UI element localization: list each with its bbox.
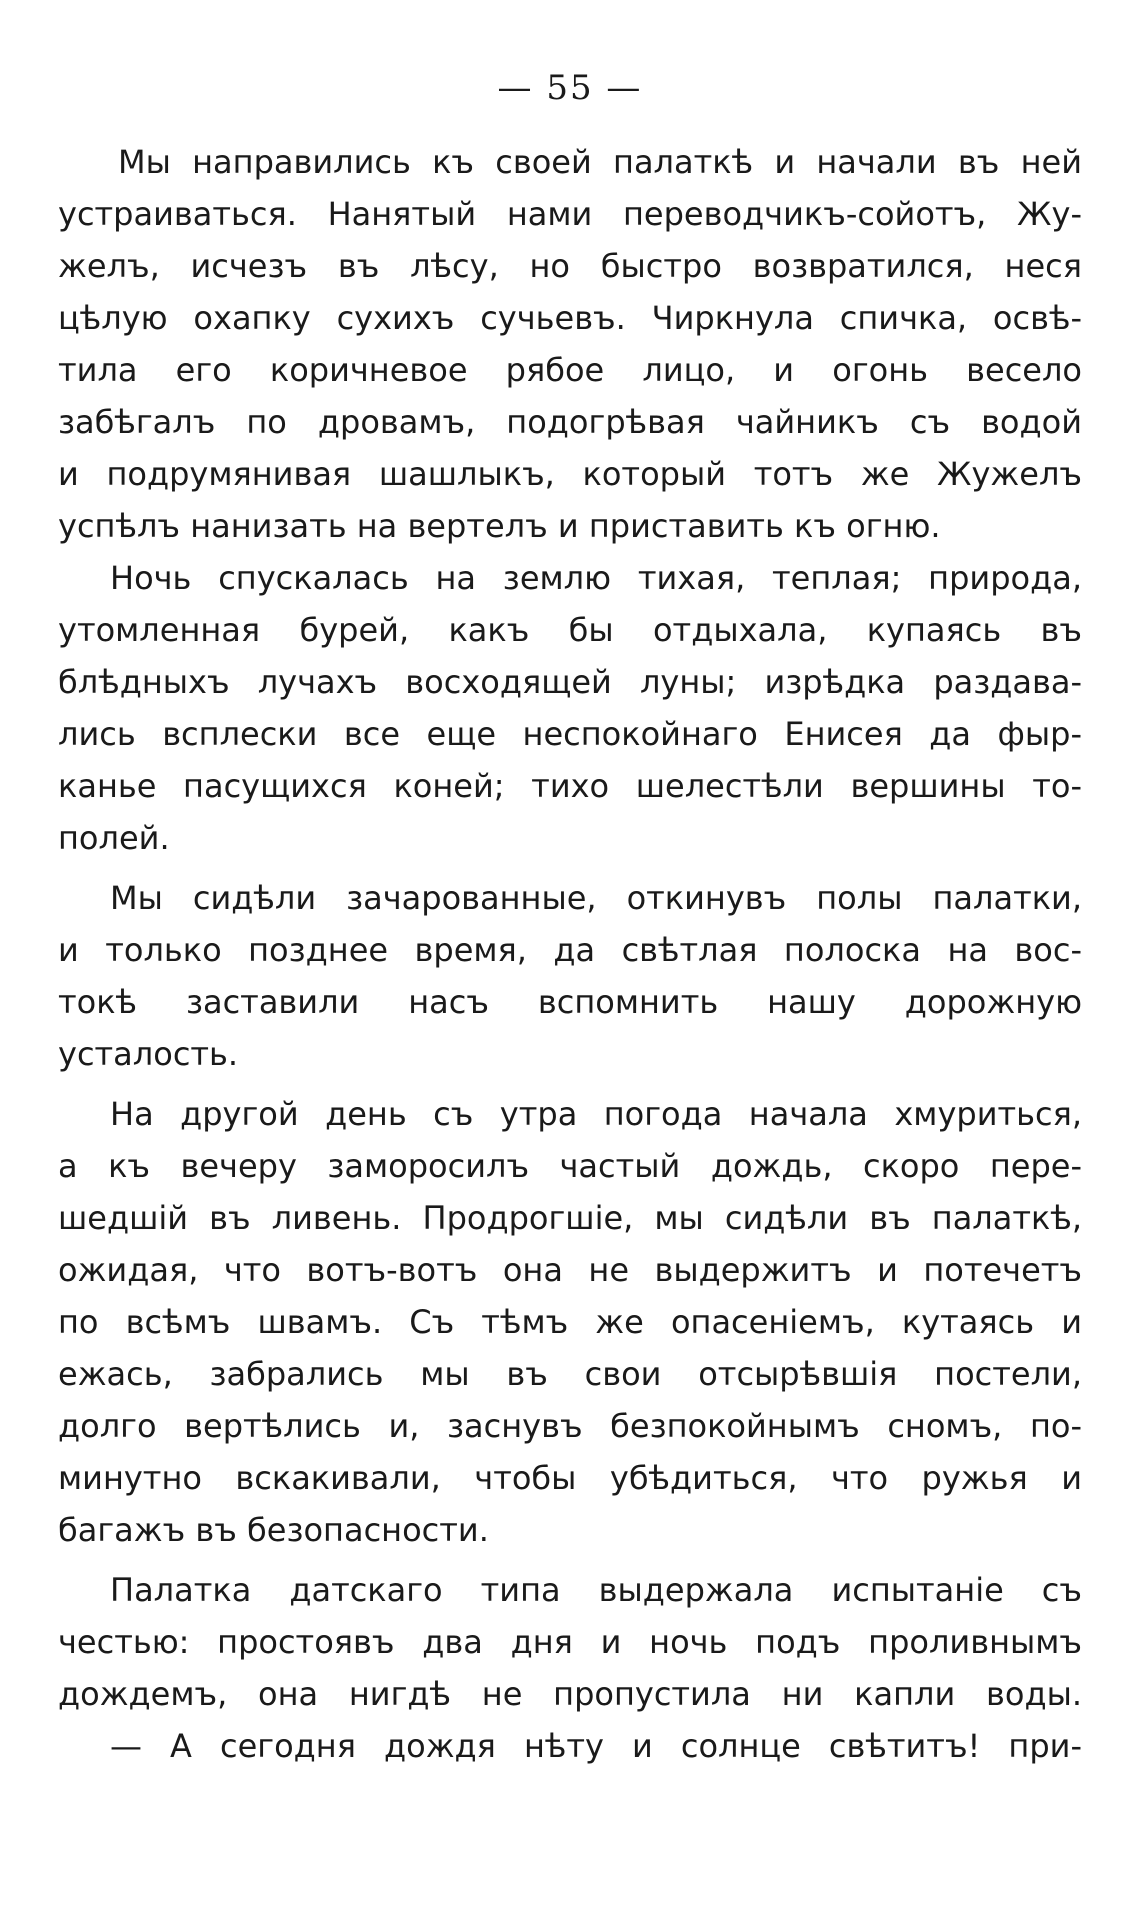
text-line: ежась, забрались мы въ свои отсырѣвшія постели,: [58, 1355, 1082, 1393]
text-line: усталость.: [58, 1035, 239, 1073]
text-line: по всѣмъ швамъ. Съ тѣмъ же опасеніемъ, кутаясь и: [58, 1303, 1082, 1341]
text-line: тила его коричневое рябое лицо, и огонь весело: [58, 351, 1082, 389]
text-line: блѣдныхъ лучахъ восходящей луны; изрѣдка раздава-: [58, 663, 1082, 701]
text-line: минутно вскакивали, чтобы убѣдиться, что ружья и: [58, 1459, 1082, 1497]
text-line: долго вертѣлись и, заснувъ безпокойнымъ сномъ, по-: [58, 1407, 1082, 1445]
paragraph: [58, 1564, 1082, 1720]
text-line: багажъ въ безопасности.: [58, 1511, 489, 1549]
paragraph: [58, 1088, 1082, 1556]
text-line: На другой день съ утра погода начала хмуриться,: [110, 1095, 1082, 1133]
text-line: и подрумянивая шашлыкъ, который тотъ же Жужелъ: [58, 455, 1082, 493]
text-line: дождемъ, она нигдѣ не пропустила ни капли воды.: [58, 1675, 1082, 1713]
text-line: токѣ заставили насъ вспомнить нашу дорожную: [58, 983, 1082, 1021]
text-line: а къ вечеру заморосилъ частый дождь, скоро пере-: [58, 1147, 1082, 1185]
text-line: шедшій въ ливень. Продрогшіе, мы сидѣли въ палаткѣ,: [58, 1199, 1082, 1237]
text-line: утомленная бурей, какъ бы отдыхала, купаясь въ: [58, 611, 1082, 649]
text-line: канье пасущихся коней; тихо шелестѣли вершины то-: [58, 767, 1082, 805]
paragraph-gap: [58, 1556, 1082, 1564]
text-line: цѣлую охапку сухихъ сучьевъ. Чиркнула спичка, освѣ-: [58, 299, 1082, 337]
paragraph-gap: [58, 864, 1082, 872]
text-line: забѣгалъ по дровамъ, подогрѣвая чайникъ съ водой: [58, 403, 1082, 441]
page-number: — 55 —: [497, 68, 643, 108]
text-line: желъ, исчезъ въ лѣсу, но быстро возвратился, неся: [58, 247, 1082, 285]
text-line: лись всплески все еще неспокойнаго Енисея да фыр-: [58, 715, 1082, 753]
text-line: полей.: [58, 819, 170, 857]
paragraph: [58, 872, 1082, 1080]
text-body: [58, 136, 1082, 1772]
text-line: Мы направились къ своей палаткѣ и начали въ ней: [118, 143, 1082, 181]
paragraph-gap: [58, 1080, 1082, 1088]
text-line: устраиваться. Нанятый нами переводчикъ-сойотъ, Жу-: [58, 195, 1082, 233]
text-line: Палатка датскаго типа выдержала испытаніе съ: [110, 1571, 1082, 1609]
text-line: Ночь спускалась на землю тихая, теплая; природа,: [110, 559, 1082, 597]
text-line: Мы сидѣли зачарованные, откинувъ полы палатки,: [110, 879, 1082, 917]
text-line: успѣлъ нанизать на вертелъ и приставить къ огню.: [58, 507, 941, 545]
paragraph: [58, 552, 1082, 864]
text-line: честью: простоявъ два дня и ночь подъ проливнымъ: [58, 1623, 1082, 1661]
text-line: ожидая, что вотъ-вотъ она не выдержитъ и потечетъ: [58, 1251, 1082, 1289]
paragraph: [58, 136, 1082, 552]
text-line: — А сегодня дождя нѣту и солнце свѣтитъ! при-: [110, 1727, 1082, 1765]
text-line: и только позднее время, да свѣтлая полоска на вос-: [58, 931, 1082, 969]
paragraph: [58, 1720, 1082, 1772]
